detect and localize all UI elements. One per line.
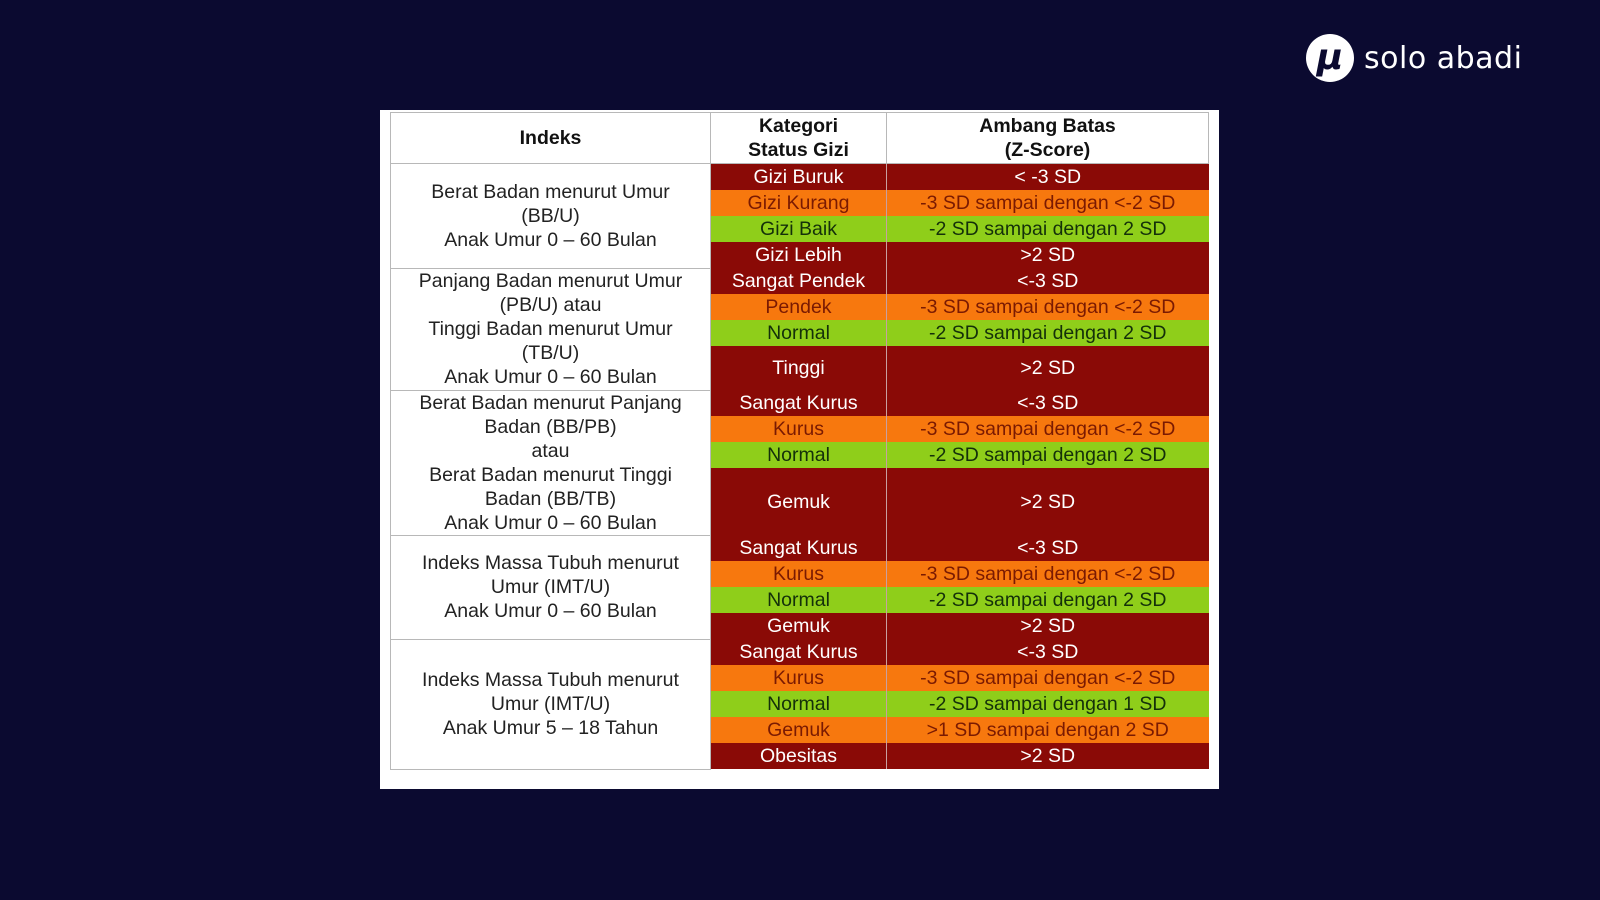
header-indeks: Indeks [391,113,711,164]
table-card [380,110,1219,789]
index-line: (PB/U) atau [499,294,602,316]
threshold-cell: -3 SD sampai dengan <-2 SD [887,665,1209,691]
category-cell: Sangat Kurus [711,535,887,561]
header-ambang-line-2: (Z-Score) [1004,139,1091,161]
threshold-cell: <-3 SD [887,268,1209,294]
threshold-cell: <-3 SD [887,535,1209,561]
threshold-cell: <-3 SD [887,390,1209,416]
category-cell: Gizi Buruk [711,164,887,191]
index-cell [391,268,711,390]
index-cell [391,535,711,639]
threshold-cell: <-3 SD [887,639,1209,665]
table-row [391,164,1209,191]
index-line: Indeks Massa Tubuh menurut [422,552,679,574]
category-cell: Normal [711,442,887,468]
index-cell [391,639,711,769]
index-line: (BB/U) [521,204,580,227]
threshold-cell: >2 SD [887,242,1209,268]
category-cell: Normal [711,320,887,346]
category-cell: Normal [711,691,887,717]
nutrition-status-table [390,112,1209,770]
table-body [391,164,1209,770]
category-cell: Gizi Kurang [711,190,887,216]
brand-name: solo abadi [1364,40,1523,76]
threshold-cell: >2 SD [887,743,1209,769]
index-line: Umur (IMT/U) [490,693,611,715]
category-cell: Gemuk [711,717,887,743]
threshold-cell: >2 SD [887,613,1209,639]
category-cell: Sangat Kurus [711,639,887,665]
index-line: Anak Umur 0 – 60 Bulan [444,511,657,534]
index-line: Anak Umur 0 – 60 Bulan [444,600,657,622]
header-kategori [711,113,887,164]
brand-mark-icon: μ [1306,34,1354,82]
index-line: Berat Badan menurut Panjang [419,391,682,414]
category-cell: Sangat Kurus [711,390,887,416]
index-line: Panjang Badan menurut Umur [418,270,683,292]
threshold-cell: >1 SD sampai dengan 2 SD [887,717,1209,743]
threshold-cell: -2 SD sampai dengan 1 SD [887,691,1209,717]
category-cell: Gemuk [711,468,887,535]
header-kategori-line-2: Status Gizi [748,139,849,161]
table-row [391,535,1209,561]
index-line: Umur (IMT/U) [490,576,611,598]
threshold-cell: -3 SD sampai dengan <-2 SD [887,416,1209,442]
index-line: Anak Umur 0 – 60 Bulan [444,366,657,388]
threshold-cell: < -3 SD [887,164,1209,191]
threshold-cell: -2 SD sampai dengan 2 SD [887,587,1209,613]
threshold-cell: -2 SD sampai dengan 2 SD [887,216,1209,242]
index-cell [391,164,711,269]
category-cell: Kurus [711,665,887,691]
threshold-cell: >2 SD [887,468,1209,535]
brand-logo [1306,34,1522,82]
threshold-cell: -2 SD sampai dengan 2 SD [887,442,1209,468]
index-line: atau [531,439,570,462]
index-line: Berat Badan menurut Tinggi [429,463,672,486]
index-line: Tinggi Badan menurut Umur [428,318,673,340]
threshold-cell: >2 SD [887,346,1209,390]
category-cell: Sangat Pendek [711,268,887,294]
category-cell: Normal [711,587,887,613]
threshold-cell: -3 SD sampai dengan <-2 SD [887,561,1209,587]
index-cell [391,390,711,535]
category-cell: Obesitas [711,743,887,769]
category-cell: Gizi Lebih [711,242,887,268]
header-kategori-line-1: Kategori [758,115,839,137]
header-ambang-line-1: Ambang Batas [979,115,1116,137]
index-line: Badan (BB/PB) [484,415,617,438]
table-row [391,390,1209,416]
category-cell: Gizi Baik [711,216,887,242]
threshold-cell: -3 SD sampai dengan <-2 SD [887,190,1209,216]
index-line: Badan (BB/TB) [484,487,617,510]
table-row [391,268,1209,294]
category-cell: Tinggi [711,346,887,390]
index-line: Anak Umur 5 – 18 Tahun [442,717,659,739]
header-ambang-batas [887,113,1209,164]
category-cell: Pendek [711,294,887,320]
index-line: Indeks Massa Tubuh menurut [422,669,679,691]
category-cell: Gemuk [711,613,887,639]
threshold-cell: -3 SD sampai dengan <-2 SD [887,294,1209,320]
index-line: Anak Umur 0 – 60 Bulan [444,228,657,251]
category-cell: Kurus [711,561,887,587]
index-line: (TB/U) [521,342,580,364]
index-line: Berat Badan menurut Umur [431,180,670,203]
table-row [391,639,1209,665]
table-header-row [391,113,1209,164]
category-cell: Kurus [711,416,887,442]
threshold-cell: -2 SD sampai dengan 2 SD [887,320,1209,346]
